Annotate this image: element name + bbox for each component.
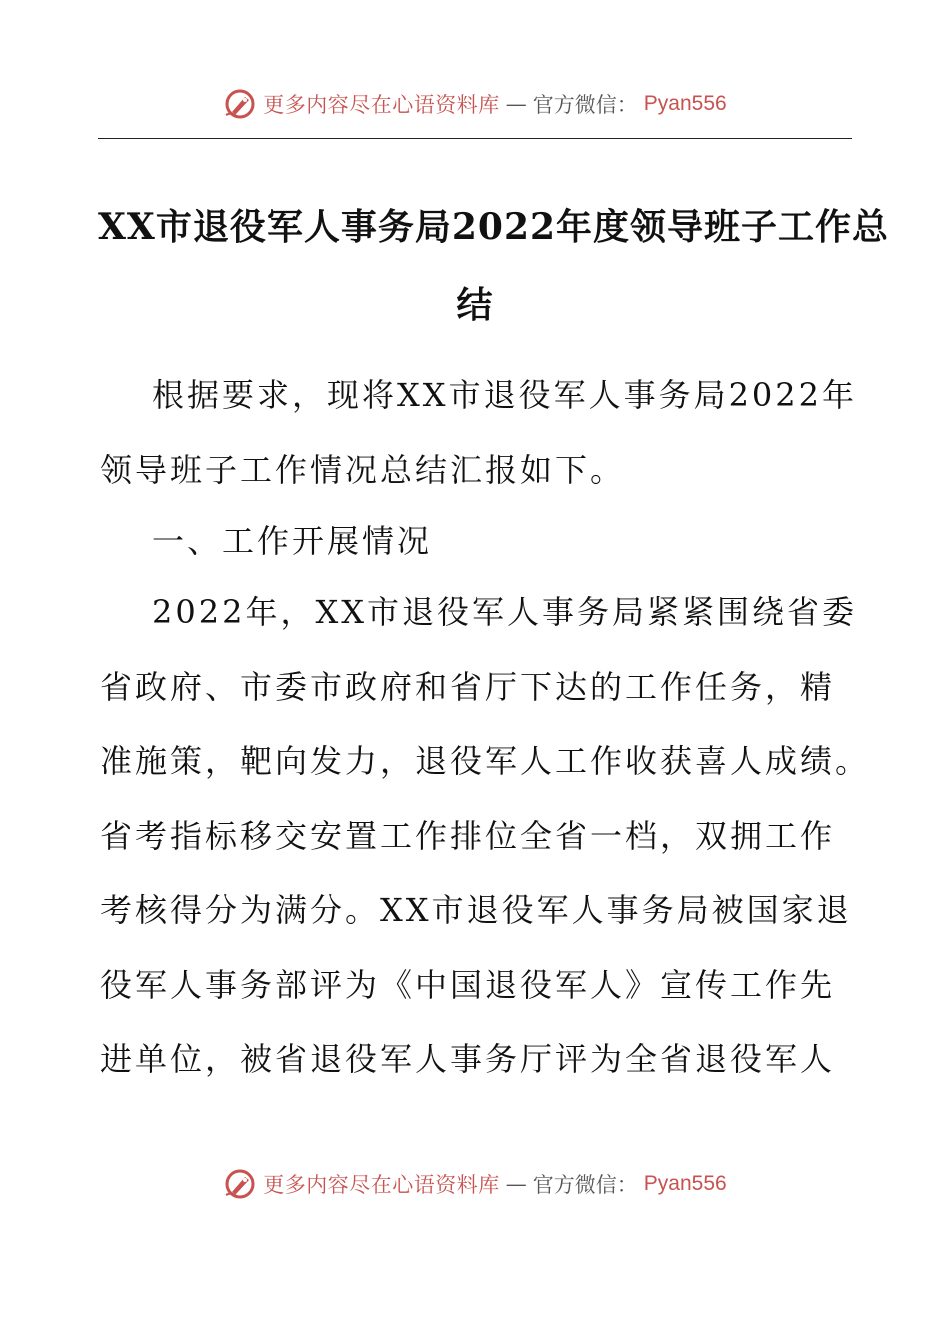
- watermark-site-text: 更多内容尽在心语资料库: [263, 93, 500, 117]
- watermark-wechat-id: Pyan556: [643, 1172, 727, 1195]
- body-line: 进单位，被省退役军人事务厅评为全省退役军人: [100, 1040, 836, 1078]
- body-line: 省政府、市委市政府和省厅下达的工作任务，精: [100, 667, 836, 706]
- pen-nib-circle-icon: [223, 87, 257, 121]
- body-line: 领导班子工作情况总结汇报如下。: [100, 450, 626, 489]
- title-line: XX市退役军人事务局2022年度领导班子工作总: [98, 206, 890, 248]
- footer-watermark: [0, 1162, 950, 1206]
- title-line: 结: [456, 284, 494, 326]
- document-title: [98, 188, 890, 344]
- watermark-dash: —: [505, 92, 527, 116]
- body-line: 根据要求，现将XX市退役军人事务局2022年: [152, 376, 858, 414]
- header-watermark: [0, 82, 950, 126]
- body-line: 省考指标移交安置工作排位全省一档，双拥工作: [100, 816, 836, 855]
- section-heading: 一、工作开展情况: [152, 522, 433, 560]
- document-body: [100, 358, 871, 1097]
- watermark-site-text: 更多内容尽在心语资料库: [263, 1173, 500, 1197]
- body-line: 准施策，靶向发力，退役军人工作收获喜人成绩。: [100, 742, 871, 780]
- watermark-dash: —: [505, 1172, 527, 1196]
- watermark-wechat-label: 官方微信：: [532, 93, 638, 117]
- watermark-wechat-label: 官方微信：: [532, 1173, 638, 1197]
- body-line: 考核得分为满分。XX市退役军人事务局被国家退: [100, 891, 852, 929]
- watermark-wechat-id: Pyan556: [643, 92, 727, 115]
- header-divider: [98, 138, 852, 139]
- body-line: 2022年，XX市退役军人事务局紧紧围绕省委: [152, 593, 858, 631]
- body-line: 役军人事务部评为《中国退役军人》宣传工作先: [100, 965, 836, 1004]
- pen-nib-circle-icon: [223, 1167, 257, 1201]
